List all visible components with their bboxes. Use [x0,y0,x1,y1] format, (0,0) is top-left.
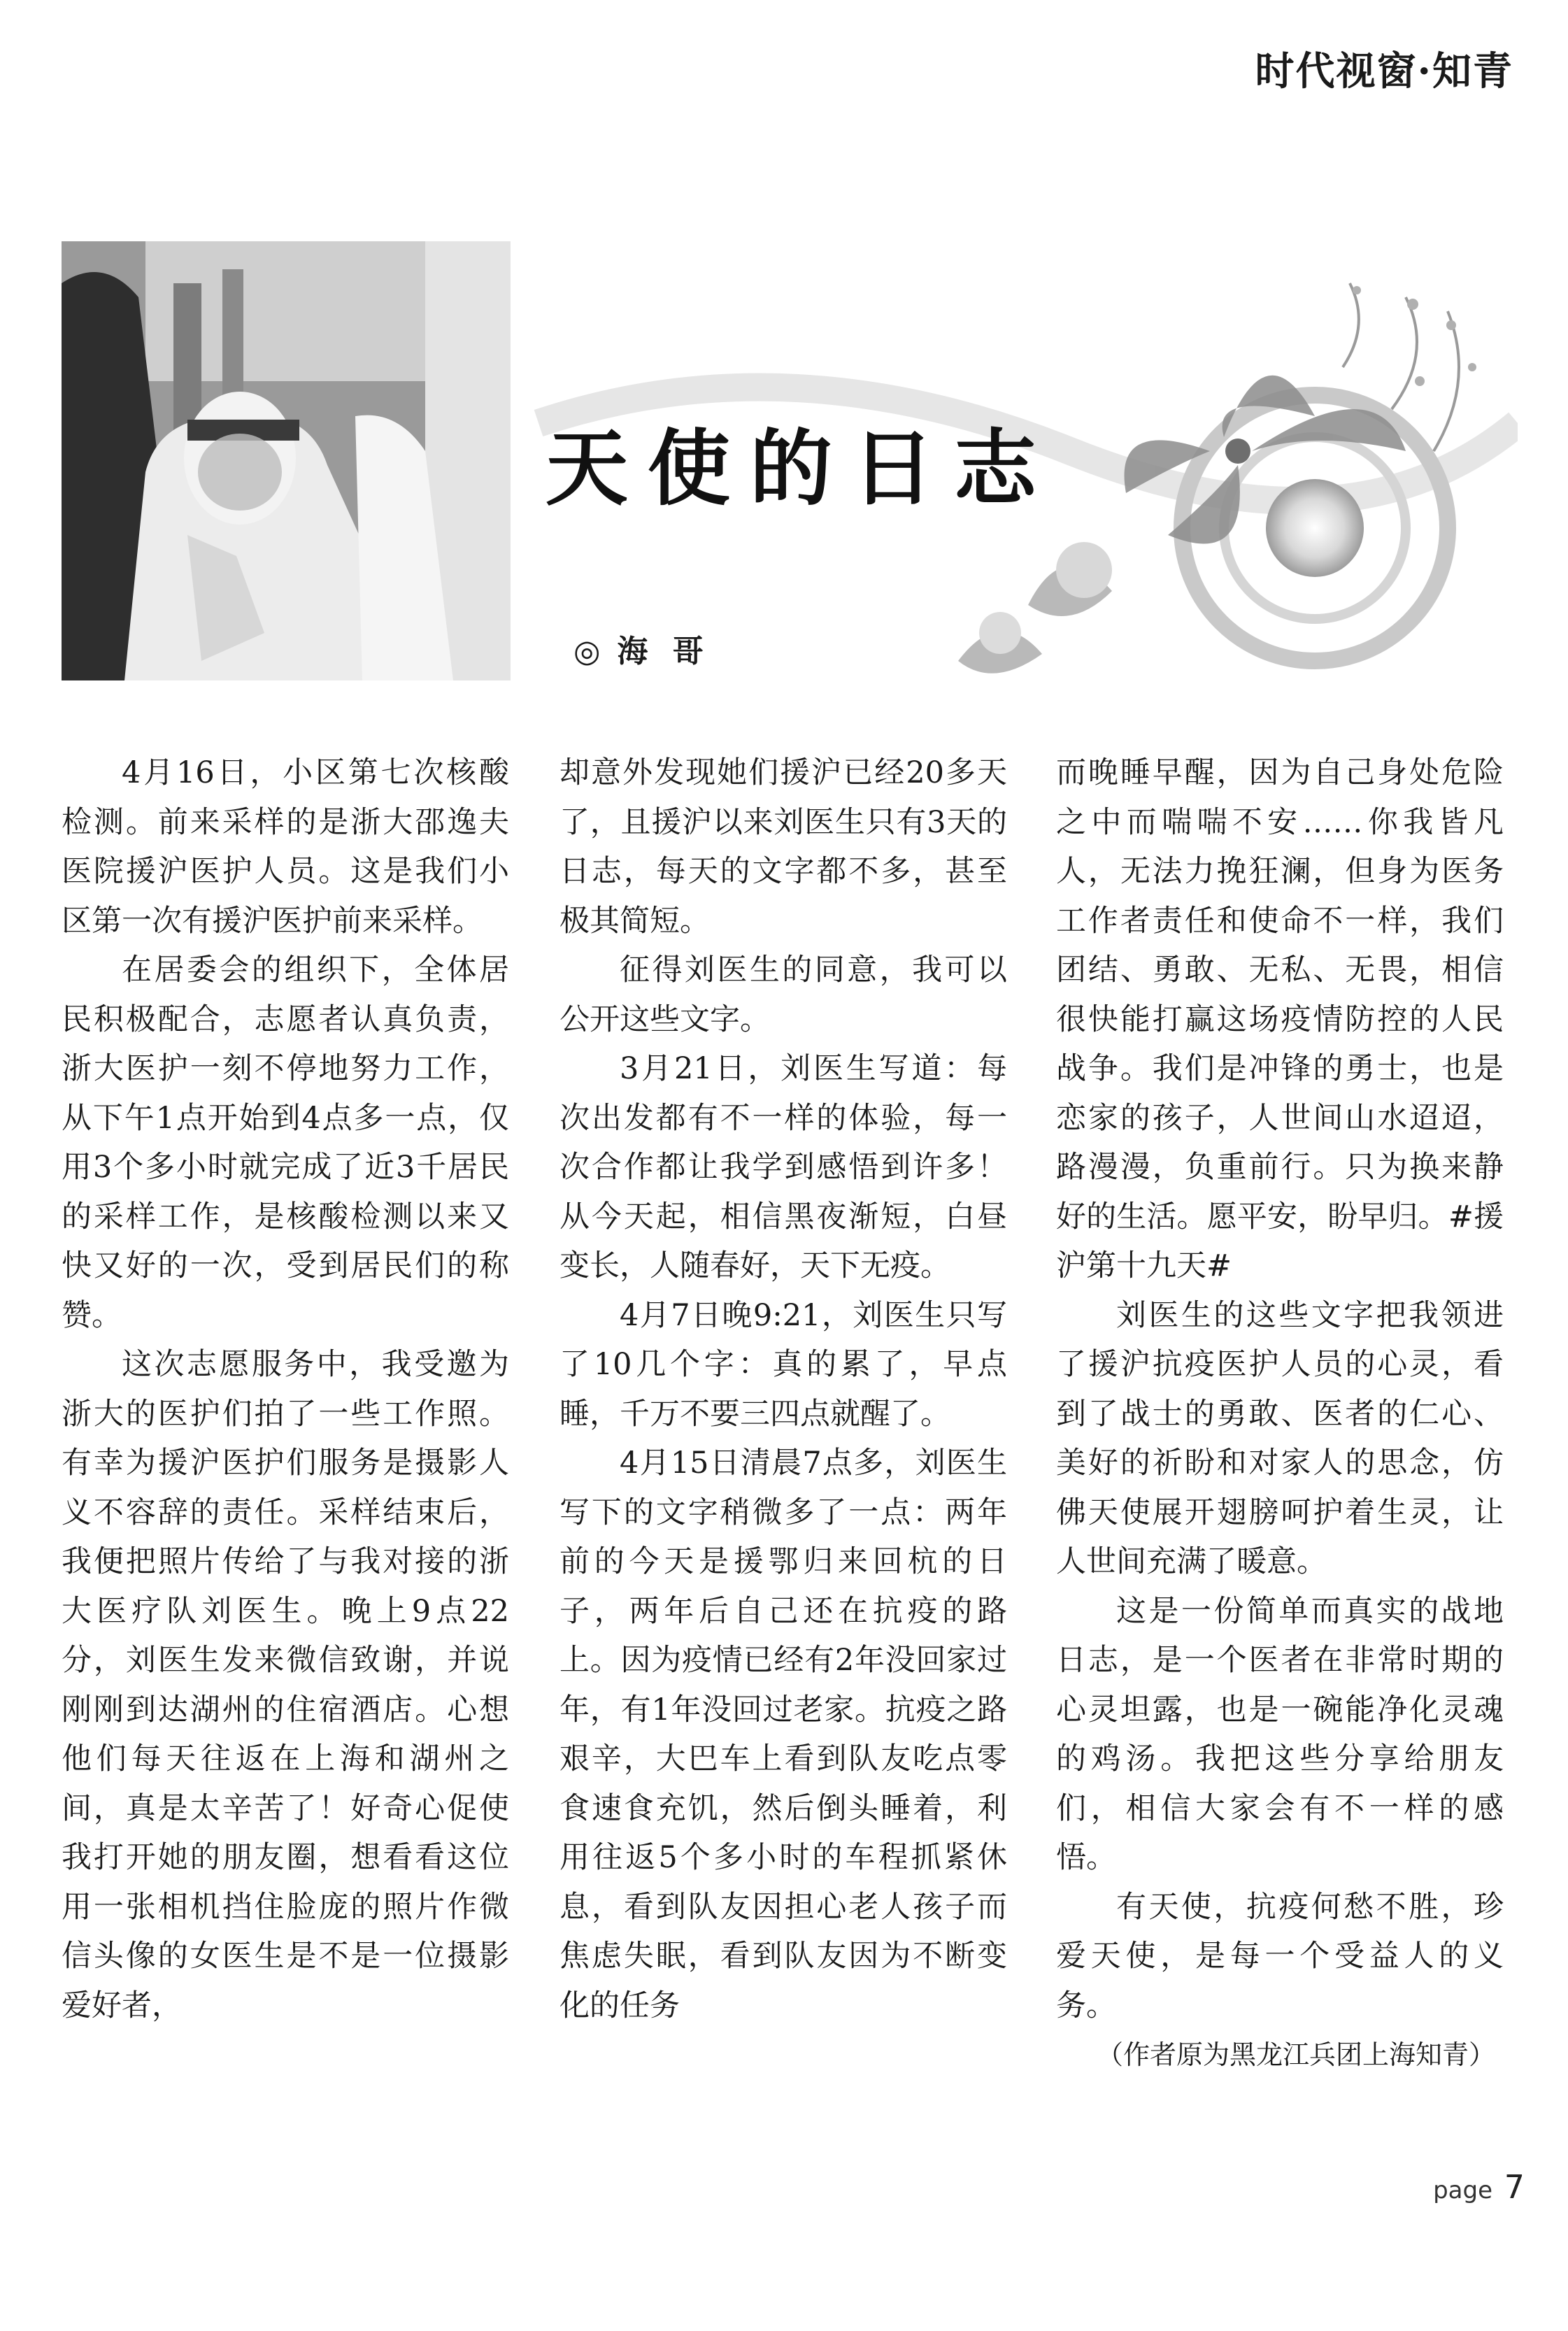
author-name: 海 哥 [617,634,711,669]
paragraph: 有天使，抗疫何愁不胜，珍爱天使，是每一个受益人的义务。 [1056,1889,1504,2023]
article-column-1 [62,748,509,2030]
paragraph: 刘医生的这些文字把我领进了援沪抗疫医护人员的心灵，看到了战士的勇敢、医者的仁心、美好的祈盼和对家人的思念，仿佛天使展开翅膀呵护着生灵，让人世间充满了暖意。 [1056,1297,1504,1579]
paragraph: 4月16日，小区第七次核酸检测。前来采样的是浙大邵逸夫医院援沪医护人员。这是我们小区第一次有援沪医护前来采样。 [62,755,509,939]
article-column-2 [560,748,1007,2030]
paragraph: 4月7日晚9:21，刘医生只写了10几个字：真的累了，早点睡，千万不要三四点就醒了。 [560,1297,1007,1432]
byline [573,626,711,671]
paragraph: 3月21日，刘医生写道：每次出发都有不一样的体验，每一次合作都让我学到感悟到许多！从今天起，相信黑夜渐短，白昼变长，人随春好，天下无疫。 [560,1051,1007,1283]
author-note: （作者原为黑龙江兵团上海知青） [1096,2039,1495,2070]
paragraph: 征得刘医生的同意，我可以公开这些文字。 [560,953,1007,1037]
byline-mark: ◎ [573,634,608,669]
paragraph: 4月15日清晨7点多，刘医生写下的文字稍微多了一点：两年前的今天是援鄂归来回杭的日子，两年后自己还在抗疫的路上。因为疫情已经有2年没回家过年，有1年没回过老家。抗疫之路艰辛，大巴车上看到队友吃点零食速食充饥，然后倒头睡着，利用往返5个多小时的车程抓紧休息，看到队友因担心老人孩子而焦虑失眠，看到队友因为不断变化的任务 [560,1446,1007,2023]
paragraph: 这次志愿服务中，我受邀为浙大的医护们拍了一些工作照。有幸为援沪医护们服务是摄影人义不容辞的责任。采样结束后，我便把照片传给了与我对接的浙大医疗队刘医生。晚上9点22分，刘医生发来微信致谢，并说刚刚到达湖州的住宿酒店。心想他们每天往返在上海和湖州之间，真是太辛苦了！好奇心促使我打开她的朋友圈，想看看这位用一张相机挡住脸庞的照片作微信头像的女医生是不是一位摄影爱好者， [62,1347,509,2023]
page-label: page [1433,2176,1492,2204]
paragraph-continuation: 而晚睡早醒，因为自己身处危险之中而喘喘不安……你我皆凡人，无法力挽狂澜，但身为医务工作者责任和使命不一样，我们团结、勇敢、无私、无畏，相信很快能打赢这场疫情防控的人民战争。我们是冲锋的勇士，也是恋家的孩子，人世间山水迢迢，路漫漫，负重前行。只为换来静好的生活。愿平安，盼早归。#援沪第十九天# [1056,755,1504,1283]
paragraph: 这是一份简单而真实的战地日志，是一个医者在非常时期的心灵坦露，也是一碗能净化灵魂的鸡汤。我把这些分享给朋友们，相信大家会有不一样的感悟。 [1056,1593,1504,1875]
article-column-3 [1056,748,1504,2080]
page-number: 7 [1504,2168,1525,2206]
section-header: 时代视窗·知青 [1255,48,1513,94]
article-title: 天使的日志 [546,420,1057,517]
healthcare-worker-photo [62,241,511,680]
paragraph: 在居委会的组织下，全体居民积极配合，志愿者认真负责，浙大医护一刻不停地努力工作，从下午1点开始到4点多一点，仅用3个多小时就完成了近3千居民的采样工作，是核酸检测以来又快又好的一次，受到居民们的称赞。 [62,953,509,1333]
paragraph-continuation: 却意外发现她们援沪已经20多天了，且援沪以来刘医生只有3天的日志，每天的文字都不多，甚至极其简短。 [560,755,1007,939]
